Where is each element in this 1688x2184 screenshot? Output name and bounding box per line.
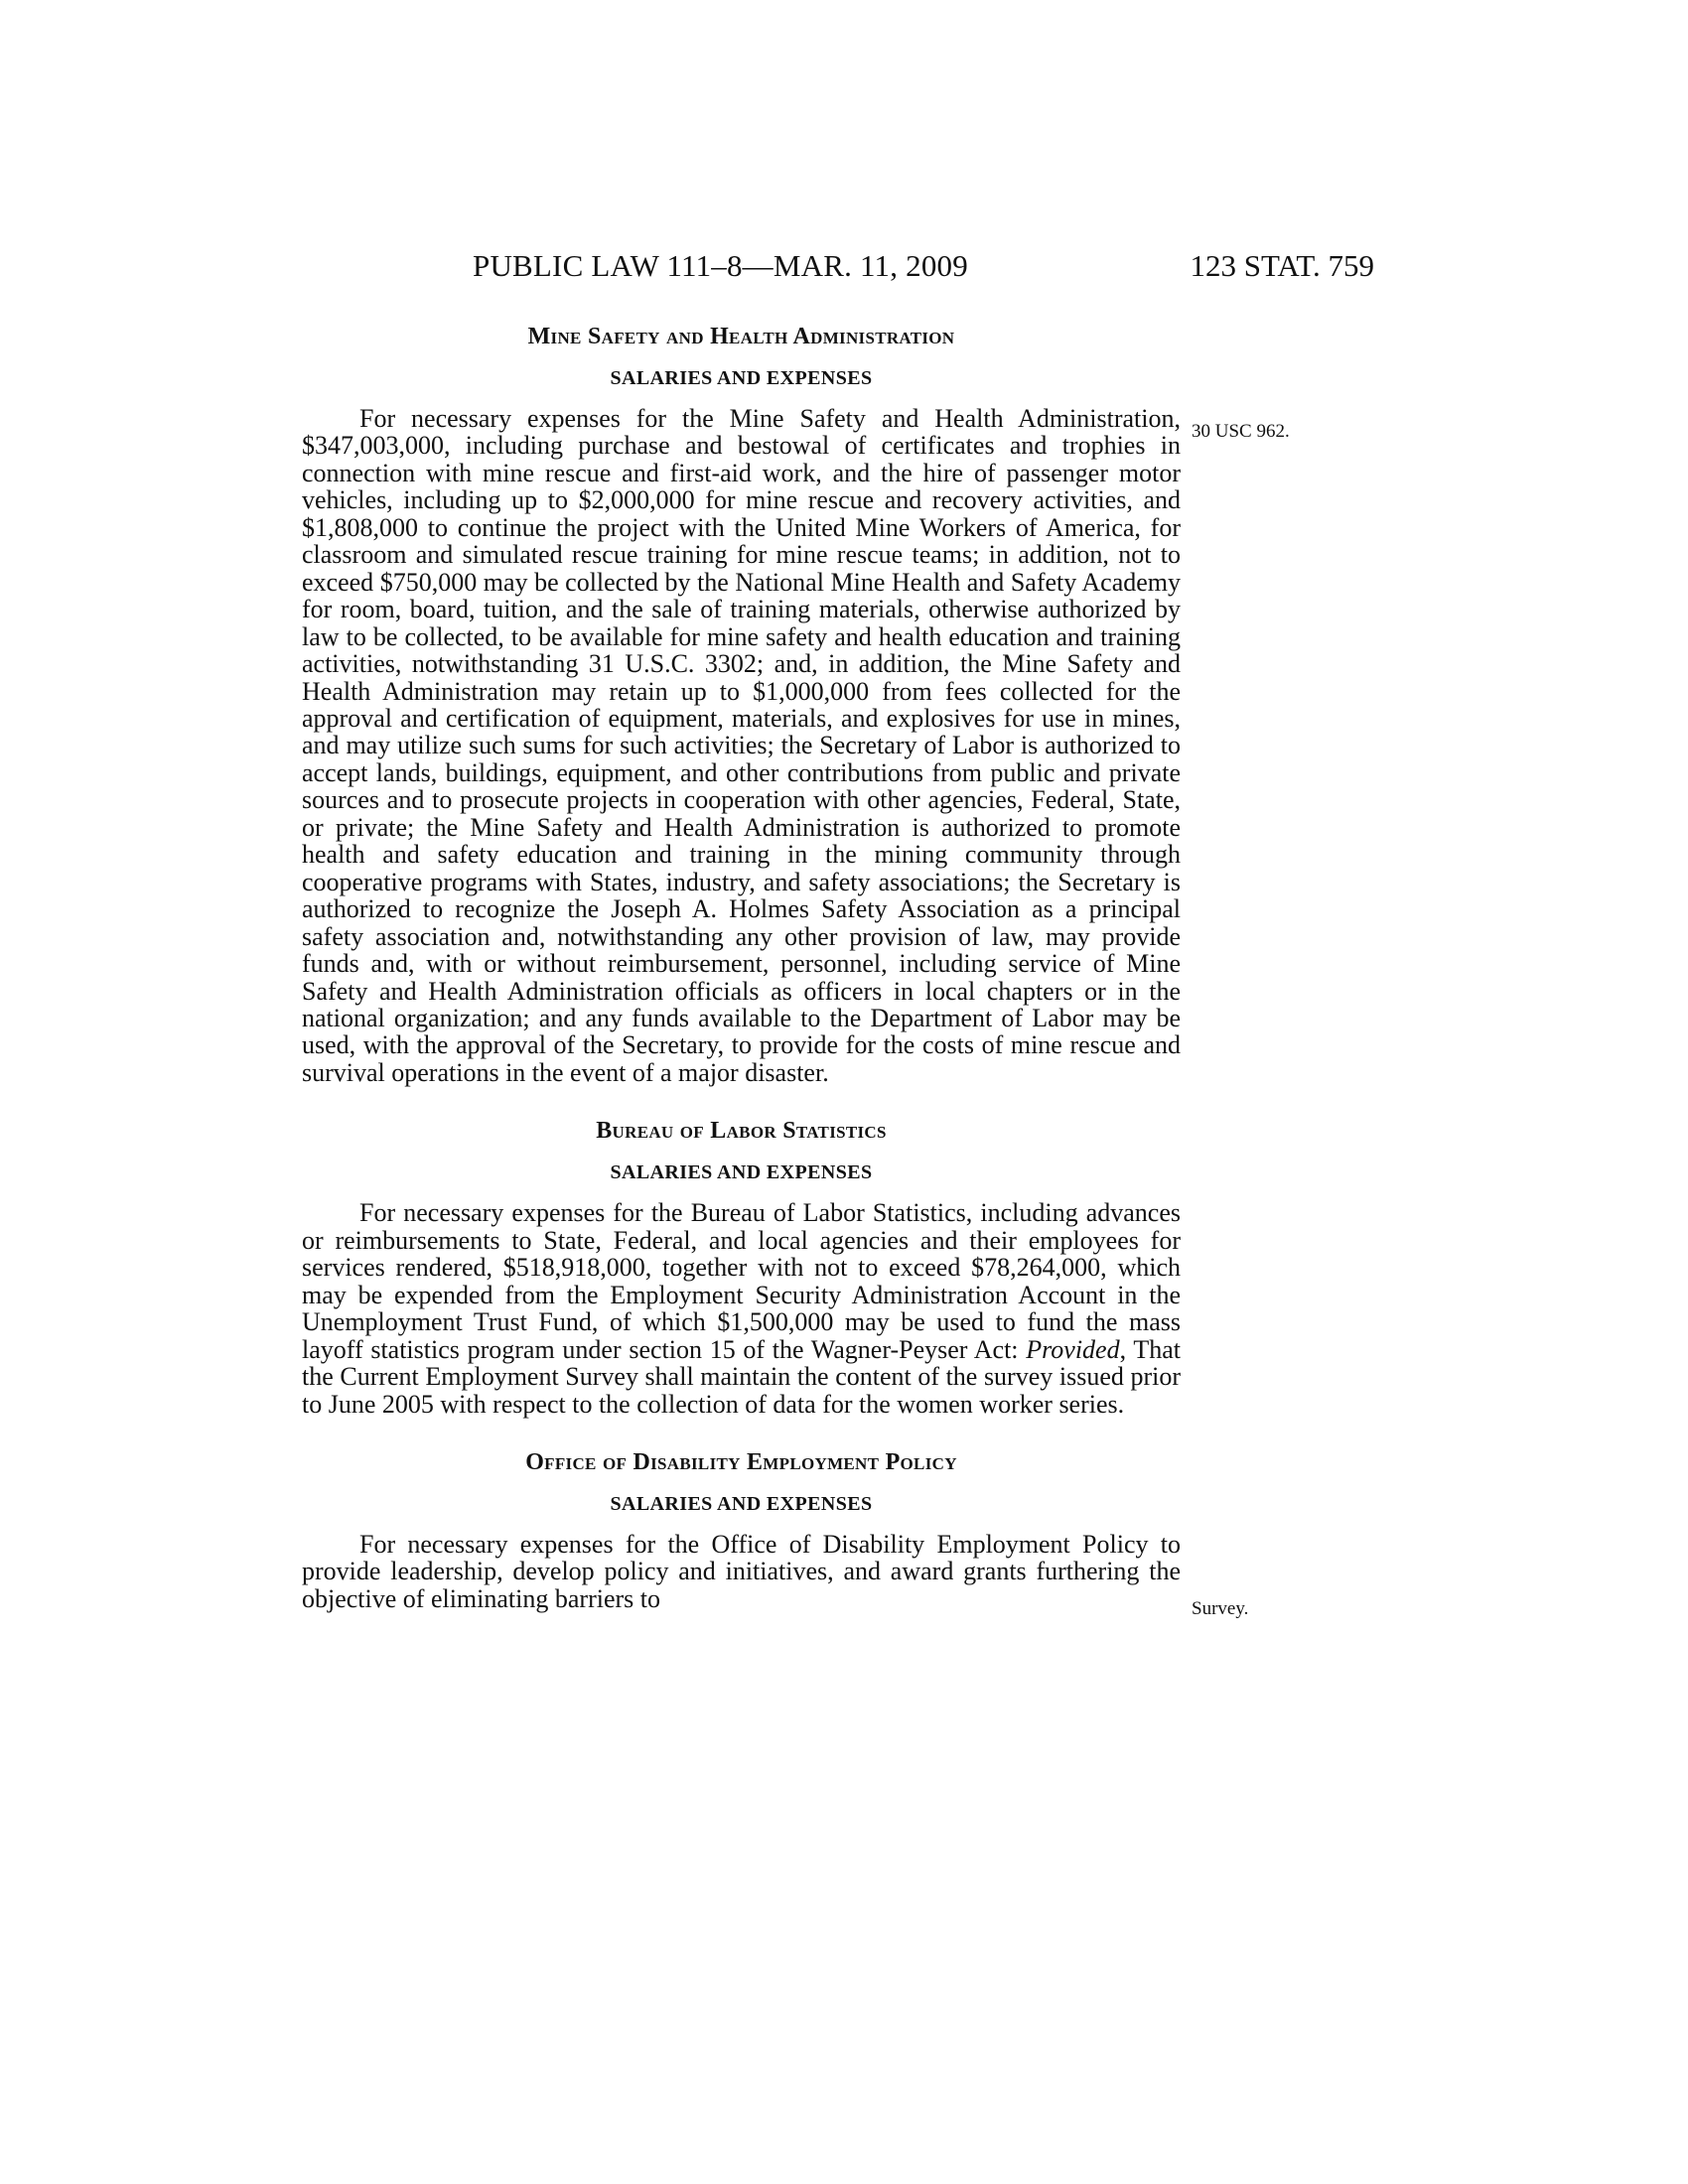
section-mine-safety — [302, 316, 1181, 1086]
running-head-title: PUBLIC LAW 111–8—MAR. 11, 2009 — [473, 248, 968, 283]
paragraph-text: , That the Current Employment Survey shall maintain the content of the survey issued prior to June 2005 with respect to the collection of data for the women worker series. — [302, 1334, 1181, 1419]
subheading: SALARIES AND EXPENSES — [610, 1492, 873, 1515]
appropriation-paragraph — [302, 1199, 1181, 1418]
body-column — [302, 316, 1181, 1636]
section-labor-statistics — [302, 1110, 1181, 1418]
marginal-note-survey: Survey. — [1192, 1598, 1249, 1619]
agency-heading: Office of Disability Employment Policy — [525, 1448, 957, 1475]
appropriation-paragraph: For necessary expenses for the Office of Disability Employment Policy to provide leadership, develop policy and initiatives, and award grants furthering the objective of eliminating barriers to — [302, 1529, 1181, 1613]
subheading: SALARIES AND EXPENSES — [610, 367, 873, 389]
marginal-note-usc: 30 USC 962. — [1192, 421, 1290, 442]
agency-heading: Mine Safety and Health Administration — [527, 324, 955, 349]
subheading: SALARIES AND EXPENSES — [610, 1161, 873, 1184]
appropriation-paragraph: For necessary expenses for the Mine Safety and Health Administration, $347,003,000, including purchase and bestowal of certificates and trophies in connection with mine rescue and first-aid work, and the hire of passenger motor vehicles, including up to $2,000,000 for mine rescue and recovery activities, and $1,808,000 to continue the project with the United Mine Workers of America, for classroom and simulated rescue training for mine rescue teams; in addition, not to exceed $750,000 may be collected by the National Mine Health and Safety Academy for room, board, tuition, and the sale of training materials, otherwise authorized by law to be collected, to be available for mine safety and health education and training activities, notwithstanding 31 U.S.C. 3302; and, in addition, the Mine Safety and Health Administration may retain up to $1,000,000 from fees collected for the approval and certification of equipment, materials, and explosives for use in mines, and may utilize such sums for such activities; the Secretary of Labor is authorized to accept lands, buildings, equipment, and other contributions from public and private sources and to prosecute projects in cooperation with other agencies, Federal, State, or private; the Mine Safety and Health Administration is authorized to promote health and safety education and training in the mining community through cooperative programs with States, industry, and safety associations; the Secretary is authorized to recognize the Joseph A. Holmes Safety Association as a principal safety association and, notwithstanding any other provision of law, may provide funds and, with or without reimbursement, personnel, including service of Mine Safety and Health Administration officials as officers in local chapters or in the national organization; and any funds available to the Department of Labor may be used, with the approval of the Secretary, to provide for the costs of mine rescue and survival operations in the event of a major disaster. — [302, 404, 1181, 1087]
page-header — [302, 248, 1374, 288]
paragraph-text: For necessary expenses for the Bureau of Labor Statistics, including advances or reimbursements to State, Federal, and local agencies and their employees for services rendered, $518,918,000, together with not to exceed $78,264,000, which may be expended from the Employment Security Administration Account in the Unemployment Trust Fund, of which $1,500,000 may be used to fund the mass layoff statistics program under section 15 of the Wagner-Peyser Act: — [302, 1198, 1181, 1364]
running-head-page-number: 123 STAT. 759 — [1190, 248, 1374, 283]
agency-heading: Bureau of Labor Statistics — [596, 1118, 887, 1145]
section-disability-employment — [302, 1441, 1181, 1612]
provided-italic: Provided — [1026, 1334, 1120, 1364]
